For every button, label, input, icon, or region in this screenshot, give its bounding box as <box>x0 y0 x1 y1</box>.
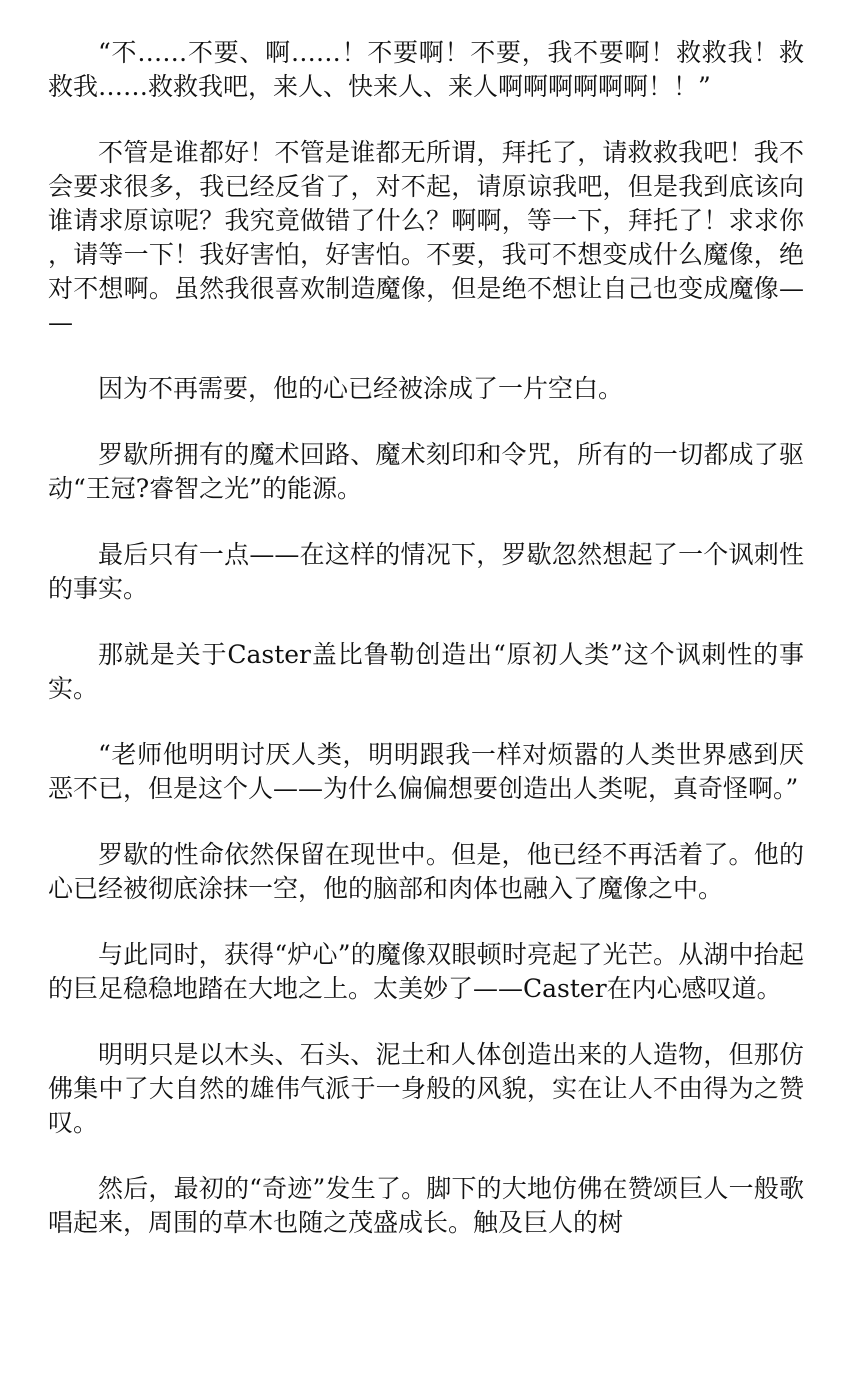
text-page <box>48 36 804 1400</box>
paragraph-9: 与此同时，获得“炉心”的魔像双眼顿时亮起了光芒。从湖中抬起的巨足稳稳地踏在大地之上。太美妙了——Caster在内心感叹道。 <box>48 940 804 1003</box>
paragraph-5: 最后只有一点——在这样的情况下，罗歇忽然想起了一个讽刺性的事实。 <box>48 540 804 603</box>
paragraph-7: “老师他明明讨厌人类，明明跟我一样对烦嚣的人类世界感到厌恶不已，但是这个人——为什么偏偏想要创造出人类呢，真奇怪啊。” <box>48 740 804 803</box>
paragraph-11: 然后，最初的“奇迹”发生了。脚下的大地仿佛在赞颂巨人一般歌唱起来，周围的草木也随之茂盛成长。触及巨人的树 <box>48 1174 804 1237</box>
paragraph-10: 明明只是以木头、石头、泥土和人体创造出来的人造物，但那仿佛集中了大自然的雄伟气派于一身般的风貌，实在让人不由得为之赞叹。 <box>48 1040 804 1137</box>
paragraph-4: 罗歇所拥有的魔术回路、魔术刻印和令咒，所有的一切都成了驱动“王冠?睿智之光”的能源。 <box>48 440 804 503</box>
paragraph-2: 不管是谁都好！不管是谁都无所谓，拜托了，请救救我吧！我不会要求很多，我已经反省了，对不起，请原谅我吧，但是我到底该向谁请求原谅呢？我究竟做错了什么？啊啊，等一下，拜托了！求求你，请等一下！我好害怕，好害怕。不要，我可不想变成什么魔像，绝对不想啊。虽然我很喜欢制造魔像，但是绝不想让自己也变成魔像—— <box>48 138 804 337</box>
paragraph-6: 那就是关于Caster盖比鲁勒创造出“原初人类”这个讽刺性的事实。 <box>48 640 804 703</box>
paragraph-3: 因为不再需要，他的心已经被涂成了一片空白。 <box>98 374 624 403</box>
paragraph-1: “不……不要、啊……！不要啊！不要，我不要啊！救救我！救救我……救救我吧，来人、快来人、来人啊啊啊啊啊啊！！” <box>48 38 804 101</box>
paragraph-8: 罗歇的性命依然保留在现世中。但是，他已经不再活着了。他的心已经被彻底涂抹一空，他的脑部和肉体也融入了魔像之中。 <box>48 840 804 903</box>
